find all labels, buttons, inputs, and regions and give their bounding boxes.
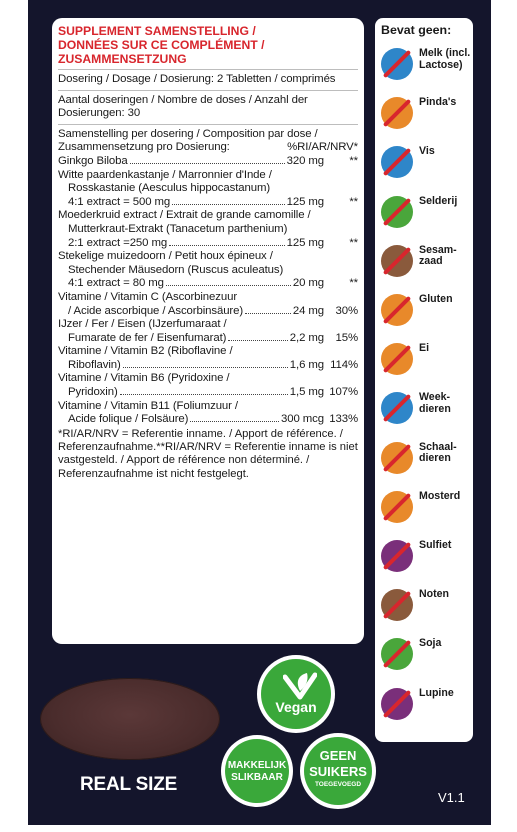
milk-icon	[381, 48, 413, 80]
version-label: V1.1	[438, 790, 465, 805]
peanut-icon	[381, 97, 413, 129]
divider	[58, 124, 358, 125]
crustacean-icon	[381, 442, 413, 474]
real-size-label: REAL SIZE	[80, 774, 178, 795]
allergen-item	[381, 491, 471, 531]
ingredient-desc: Vitamine / Vitamin B11 (Foliumzuur /	[58, 399, 238, 412]
ingredient-row-iron: Fumarate de fer / Eisenfumarat) 2,2 mg 15%	[68, 331, 358, 344]
ingredient-row-muizedoorn: 4:1 extract = 80 mg 20 mg **	[68, 277, 358, 290]
card-title: SUPPLEMENT SAMENSTELLING / DONNÉES SUR CE COMPLÉMENT / ZUSAMMENSETZUNG	[58, 24, 265, 66]
tablet-image	[40, 678, 220, 760]
composition-header-1: Samenstelling per dosering / Composition par dose /	[58, 127, 318, 140]
sulphite-icon	[381, 540, 413, 572]
allergen-label: Gluten	[419, 293, 453, 305]
allergen-item	[381, 589, 471, 629]
ingredient-row-kastanje: 4:1 extract = 500 mg 125 mg **	[68, 195, 358, 208]
allergen-item	[381, 442, 471, 482]
footnotes: *RI/AR/NRV = Referentie inname. / Apport de référence. / Referenzaufnahme.**RI/AR/NRV = Referentie inname is niet vastgesteld. / Apport de référence non déterminé. / Referenzaufnahme ist nicht festgelegt.	[58, 427, 358, 480]
fish-icon	[381, 146, 413, 178]
divider	[58, 90, 358, 91]
lupin-icon	[381, 688, 413, 720]
allergen-item	[381, 638, 471, 678]
ingredient-desc: Stekelige muizedoorn / Petit houx épineux /	[58, 250, 273, 263]
allergen-label: Noten	[419, 588, 450, 601]
soy-icon	[381, 638, 413, 670]
allergen-label: Vis	[419, 145, 435, 158]
mollusc-icon	[381, 392, 413, 424]
leaf-icon	[283, 671, 317, 701]
no-sugar-badge	[300, 733, 376, 809]
easy-swallow-badge	[221, 735, 293, 807]
ingredient-desc: Rosskastanie (Aesculus hippocastanum)	[68, 182, 271, 195]
allergen-label: Mosterd	[419, 489, 461, 502]
celery-icon	[381, 196, 413, 228]
allergen-label: Schaal-dieren	[419, 440, 457, 465]
ingredient-desc: IJzer / Fer / Eisen (IJzerfumaraat /	[58, 318, 227, 331]
composition-card	[52, 18, 364, 644]
doses-line-2: Dosierungen: 30	[58, 107, 141, 120]
ingredient-row-ginkgo: Ginkgo Biloba 320 mg **	[58, 154, 358, 167]
allergen-item	[381, 294, 471, 334]
allergen-item	[381, 97, 471, 137]
allergen-item	[381, 196, 471, 236]
allergen-label: Week-dieren	[419, 391, 451, 415]
sugar-label-1: GEEN	[319, 748, 357, 763]
allergen-item	[381, 245, 471, 285]
vegan-label: Vegan	[275, 699, 317, 715]
dosage-line: Dosering / Dosage / Dosierung: 2 Tabletten / comprimés	[58, 73, 336, 85]
easy-label-1: MAKKELIJK	[227, 760, 287, 771]
allergen-label: Soja	[419, 637, 442, 650]
allergen-title: Bevat geen:	[381, 23, 452, 37]
ingredient-desc: Vitamine / Vitamin B6 (Pyridoxine /	[58, 372, 230, 385]
ingredient-desc: Moederkruid extract / Extrait de grande camomille /	[58, 209, 311, 222]
sesame-icon	[381, 245, 413, 277]
doses-line-1: Aantal doseringen / Nombre de doses / Anzahl der	[58, 93, 308, 106]
allergen-label: Melk (incl. Lactose)	[419, 47, 471, 71]
mustard-icon	[381, 491, 413, 523]
allergen-item	[381, 688, 471, 728]
nut-icon	[381, 589, 413, 621]
ingredient-row-vitamin-b6: Pyridoxin) 1,5 mg 107%	[68, 386, 358, 399]
vegan-badge	[257, 655, 335, 733]
allergen-label: Sulfiet	[419, 539, 452, 551]
sugar-label-3: TOEGEVOEGD	[314, 781, 362, 788]
ingredient-row-vitamin-b11: Acide folique / Folsäure) 300 mcg 133%	[68, 413, 358, 426]
composition-header-2: Zusammensetzung pro Dosierung: %RI/AR/NRV*	[58, 141, 358, 154]
ingredient-row-vitamin-b2: Riboflavin) 1,6 mg 114%	[68, 358, 358, 371]
allergen-label: Sesam-zaad	[419, 243, 457, 268]
ingredient-desc: Vitamine / Vitamin B2 (Riboflavine /	[58, 345, 233, 358]
allergen-item	[381, 146, 471, 186]
sugar-label-2: SUIKERS	[309, 764, 367, 779]
egg-icon	[381, 343, 413, 375]
ingredient-row-vitamin-c: / Acide ascorbique / Ascorbinsäure) 24 mg 30%	[68, 304, 358, 317]
ingredient-desc: Witte paardenkastanje / Marronnier d'Inde /	[58, 168, 272, 181]
easy-label-2: SLIKBAAR	[231, 772, 283, 783]
ingredient-desc: Mutterkraut-Extrakt (Tanacetum parthenium)	[68, 222, 288, 235]
allergen-item	[381, 392, 471, 432]
allergen-label: Pinda's	[419, 96, 457, 109]
allergen-panel	[375, 18, 473, 742]
allergen-label: Ei	[419, 342, 430, 355]
allergen-item	[381, 343, 471, 383]
allergen-label: Lupine	[419, 686, 454, 699]
ingredient-desc: Vitamine / Vitamin C (Ascorbinezuur	[58, 290, 238, 303]
divider	[58, 69, 358, 70]
allergen-item	[381, 48, 471, 88]
allergen-label: Selderij	[419, 194, 458, 207]
ingredient-row-moederkruid: 2:1 extract =250 mg 125 mg **	[68, 236, 358, 249]
wheat-icon	[381, 294, 413, 326]
allergen-item	[381, 540, 471, 580]
ingredient-desc: Stechender Mäusedorn (Ruscus aculeatus)	[68, 263, 284, 276]
